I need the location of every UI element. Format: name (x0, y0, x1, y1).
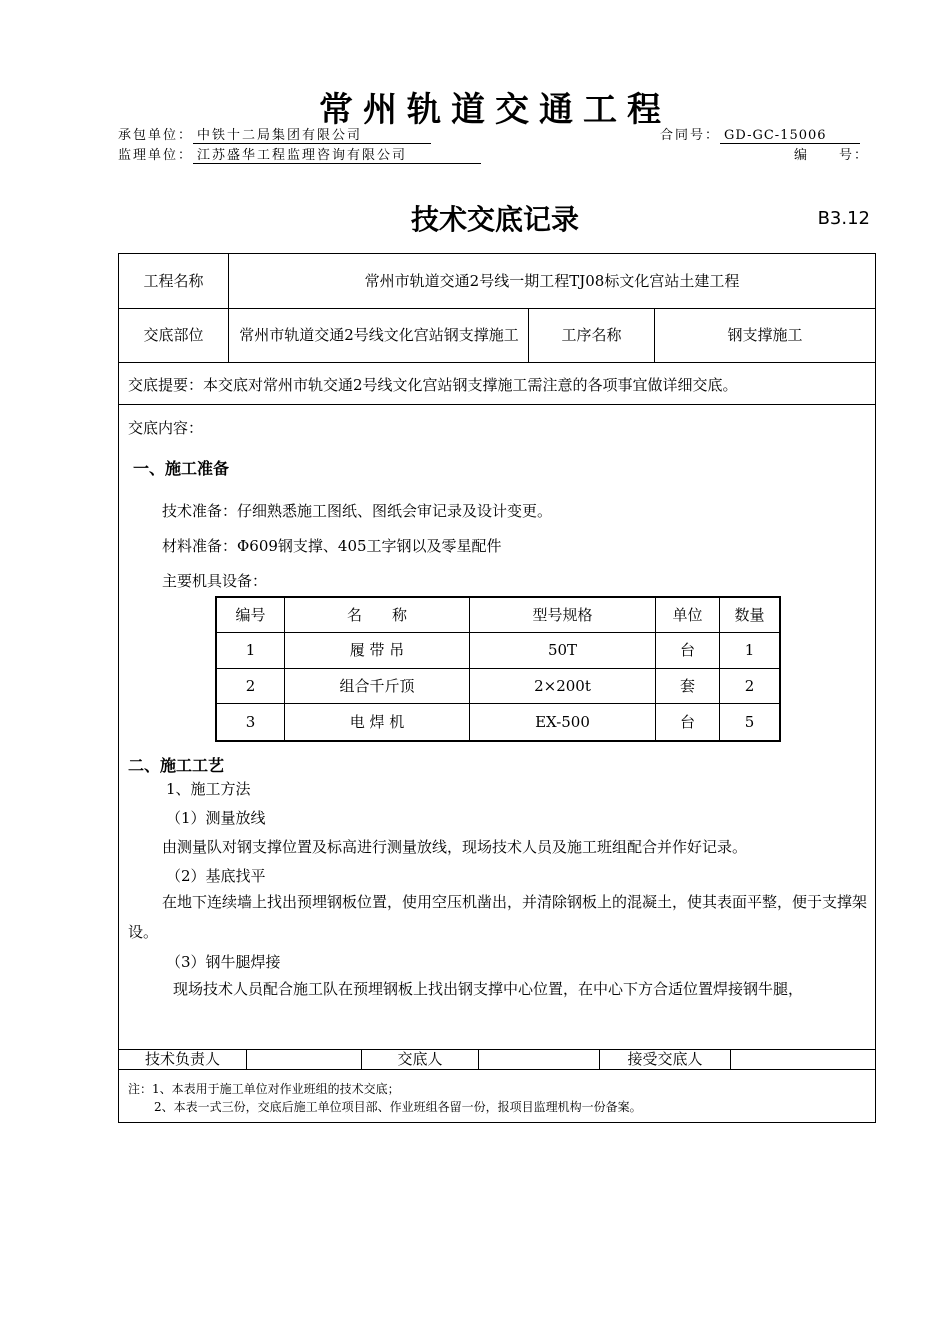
equip-row-1-model: 50T (547, 641, 578, 659)
equip-row-1-no: 1 (245, 641, 256, 659)
receiver-label: 接受交底人 (627, 1050, 703, 1068)
step1-text: 由测量队对钢支撑位置及标高进行测量放线，现场技术人员及施工班组配合并作好记录。 (162, 838, 748, 856)
section1-title: 一、施工准备 (133, 459, 230, 478)
equip-header-no: 编号 (235, 605, 266, 624)
doc-code: B3.12 (817, 208, 870, 229)
process-value: 钢支撑施工 (727, 326, 803, 344)
equip-row-1-unit: 台 (679, 641, 695, 659)
equip-header-name: 名 称 (346, 605, 407, 624)
material-prep-text: 材料准备：Φ609钢支撑、405工字钢以及零星配件 (162, 537, 502, 555)
process-label: 工序名称 (561, 326, 622, 344)
equip-row-2-qty: 2 (744, 676, 755, 695)
equip-row-1-qty: 1 (744, 641, 755, 659)
location-value: 常州市轨道交通2号线文化宫站钢支撑施工 (239, 326, 519, 344)
form-table (118, 253, 876, 1123)
contract-no-row (660, 124, 860, 144)
contractor-value: 中铁十二局集团有限公司 (193, 124, 431, 144)
project-name-value: 常州市轨道交通2号线一期工程TJ08标文化宫站土建工程 (364, 271, 740, 290)
doc-title: 技术交底记录 (410, 203, 579, 236)
contractor-row (118, 124, 431, 144)
equipment-table (215, 596, 781, 742)
equip-row-3-qty: 5 (744, 712, 755, 731)
equip-row-2-name: 组合千斤顶 (339, 676, 415, 695)
main-title: 常州轨道交通工程 (319, 90, 671, 130)
note-1: 注：1、本表用于施工单位对作业班组的技术交底； (128, 1082, 400, 1096)
step2-text: 在地下连续墙上找出预埋钢板位置，使用空压机凿出，并清除钢板上的混凝土，使其表面平整，便于支撑架设。 (128, 893, 868, 941)
discloser-label: 交底人 (397, 1050, 443, 1068)
supervisor-value: 江苏盛华工程监理咨询有限公司 (193, 144, 481, 164)
equip-row-2-no: 2 (245, 676, 256, 695)
contract-no-label: 合同号： (660, 128, 721, 143)
equip-row-3-no: 3 (245, 712, 256, 731)
serial-label: 编 号： (794, 148, 870, 163)
contractor-label: 承包单位： (118, 128, 194, 143)
step3-text: 现场技术人员配合施工队在预埋钢板上找出钢支撑中心位置，在中心下方合适位置焊接钢牛腿， (173, 980, 804, 998)
supervisor-label: 监理单位： (118, 148, 194, 163)
tech-prep-text: 技术准备：仔细熟悉施工图纸、图纸会审记录及设计变更。 (162, 502, 553, 520)
equip-row-2-model: 2×200t (534, 676, 591, 695)
equip-row-1-name: 履 带 吊 (349, 641, 405, 659)
equip-header-qty: 数量 (734, 605, 765, 624)
summary-text: 交底提要：本交底对常州市轨交通2号线文化宫站钢支撑施工需注意的各项事宜做详细交底。 (128, 376, 738, 394)
equip-row-3-name: 电 焊 机 (349, 712, 405, 731)
contract-no-value: GD-GC-15006 (720, 128, 860, 144)
method-title: 1、施工方法 (166, 780, 251, 798)
equip-header-model: 型号规格 (532, 605, 593, 624)
note-2: 2、本表一式三份，交底后施工单位项目部、作业班组各留一份，报项目监理机构一份备案。 (154, 1100, 642, 1114)
equip-header-unit: 单位 (672, 605, 703, 624)
step3-title: （3）钢牛腿焊接 (166, 953, 281, 971)
section2-title: 二、施工工艺 (128, 756, 225, 775)
equipment-label: 主要机具设备： (162, 572, 268, 590)
equip-row-3-model: EX-500 (535, 712, 590, 731)
step1-title: （1）测量放线 (166, 809, 266, 827)
supervisor-row (118, 144, 481, 164)
project-name-label: 工程名称 (143, 271, 204, 290)
tech-lead-label: 技术负责人 (144, 1050, 220, 1068)
equip-row-2-unit: 套 (679, 676, 695, 695)
step2-title: （2）基底找平 (166, 867, 266, 885)
equip-row-3-unit: 台 (679, 712, 695, 731)
location-label: 交底部位 (143, 326, 204, 344)
content-label: 交底内容： (128, 419, 204, 437)
